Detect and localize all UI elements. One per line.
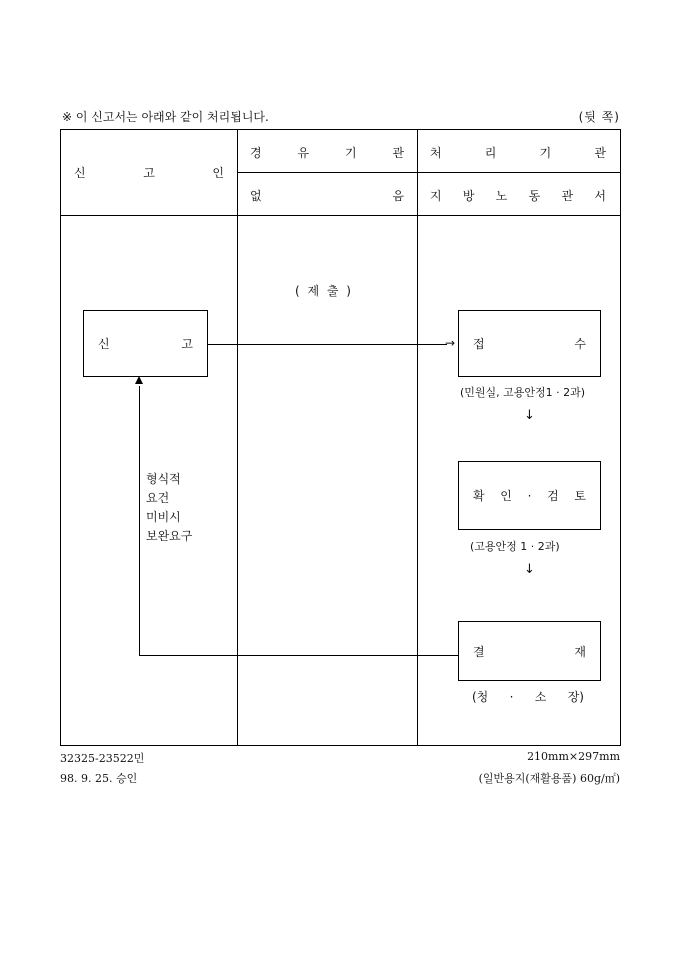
return-reason-text: 형식적 요건 미비시 보완요구 <box>146 472 193 543</box>
up-arrow-icon <box>135 376 143 384</box>
down-arrow-icon: ↓ <box>524 562 535 577</box>
return-flow-vertical <box>139 386 140 656</box>
approval-box: 결 재 <box>458 621 601 681</box>
header-intermediary-none: 없 음 <box>250 189 404 203</box>
right-arrow-icon: → <box>445 336 456 350</box>
receipt-note: (민원실, 고용안정1 · 2과) <box>460 386 586 399</box>
header-processor-office: 지 방 노 동 관 서 <box>430 189 606 203</box>
page-side-label: (뒷 쪽) <box>578 110 620 124</box>
approval-date: 98. 9. 25. 승인 <box>60 772 138 785</box>
receipt-box: 접 수 <box>458 310 601 377</box>
header-reporter: 신 고 인 <box>74 166 224 180</box>
review-note: (고용안정 1 · 2과) <box>470 540 560 553</box>
report-box: 신 고 <box>83 310 208 377</box>
review-box: 확 인 · 검 토 <box>458 461 601 530</box>
paper-type: (일반용지(재활용품) 60g/㎡) <box>478 772 620 785</box>
return-flow-line <box>139 655 459 656</box>
header-intermediary: 경 유 기 관 <box>250 146 404 160</box>
form-number: 32325-23522민 <box>60 752 145 765</box>
approval-note: (청 · 소 장) <box>472 689 584 704</box>
down-arrow-icon: ↓ <box>524 408 535 423</box>
report-flow-line <box>207 344 447 345</box>
processing-note: ※ 이 신고서는 아래와 같이 처리됩니다. <box>62 110 269 124</box>
header-processor: 처 리 기 관 <box>430 146 606 160</box>
paper-size: 210mm×297mm <box>527 750 620 763</box>
submit-label: ( 제 출 ) <box>295 284 353 298</box>
